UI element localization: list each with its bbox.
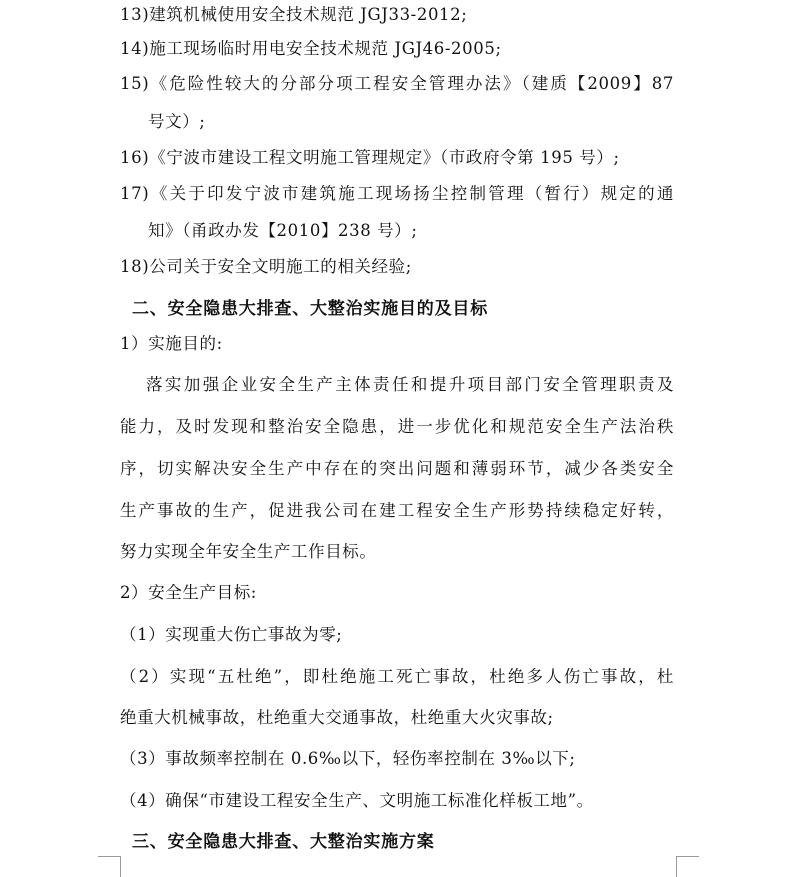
purpose-line-3: 序，切实解决安全生产中存在的突出问题和薄弱环节，减少各类安全: [120, 459, 674, 478]
goal-line-5: （4）确保“市建设工程安全生产、文明施工标准化样板工地”。: [120, 791, 594, 810]
goal-line-1: （1）实现重大伤亡事故为零;: [120, 625, 343, 644]
purpose-line-1: 落实加强企业安全生产主体责任和提升项目部门安全管理职责及: [146, 375, 674, 394]
list-item-17: 17)《关于印发宁波市建筑施工现场扬尘控制管理（暂行）规定的通: [120, 184, 674, 203]
page-corner-mark-left: [98, 856, 121, 877]
list-item-17-continued: 知》（甬政办发【2010】238 号）;: [148, 221, 418, 240]
section-2-heading: 二、安全隐患大排查、大整治实施目的及目标: [132, 299, 488, 319]
goal-line-2: （2）实现“五杜绝”，即杜绝施工死亡事故，杜绝多人伤亡事故，杜: [120, 667, 674, 686]
list-item-16: 16)《宁波市建设工程文明施工管理规定》（市政府令第 195 号）;: [120, 148, 620, 167]
goal-label: 2）安全生产目标:: [120, 583, 257, 602]
page-corner-mark-right: [676, 856, 699, 877]
purpose-line-2: 能力，及时发现和整治安全隐患，进一步优化和规范安全生产法治秩: [120, 417, 674, 436]
section-3-heading: 三、安全隐患大排查、大整治实施方案: [132, 832, 435, 852]
goal-line-4: （3）事故频率控制在 0.6‰以下，轻伤率控制在 3‰以下;: [120, 749, 576, 768]
purpose-label: 1）实施目的:: [120, 334, 223, 353]
purpose-line-5: 努力实现全年安全生产工作目标。: [120, 542, 377, 561]
list-item-14: 14)施工现场临时用电安全技术规范 JGJ46-2005;: [120, 39, 502, 58]
list-item-18: 18)公司关于安全文明施工的相关经验;: [120, 257, 412, 276]
list-item-15-continued: 号文）;: [148, 112, 206, 131]
goal-line-3: 绝重大机械事故，杜绝重大交通事故，杜绝重大火灾事故;: [120, 708, 554, 727]
purpose-line-4: 生产事故的生产，促进我公司在建工程安全生产形势持续稳定好转，: [120, 501, 674, 520]
list-item-15: 15)《危险性较大的分部分项工程安全管理办法》（建质【2009】87: [120, 74, 674, 93]
list-item-13: 13)建筑机械使用安全技术规范 JGJ33-2012;: [120, 5, 468, 24]
